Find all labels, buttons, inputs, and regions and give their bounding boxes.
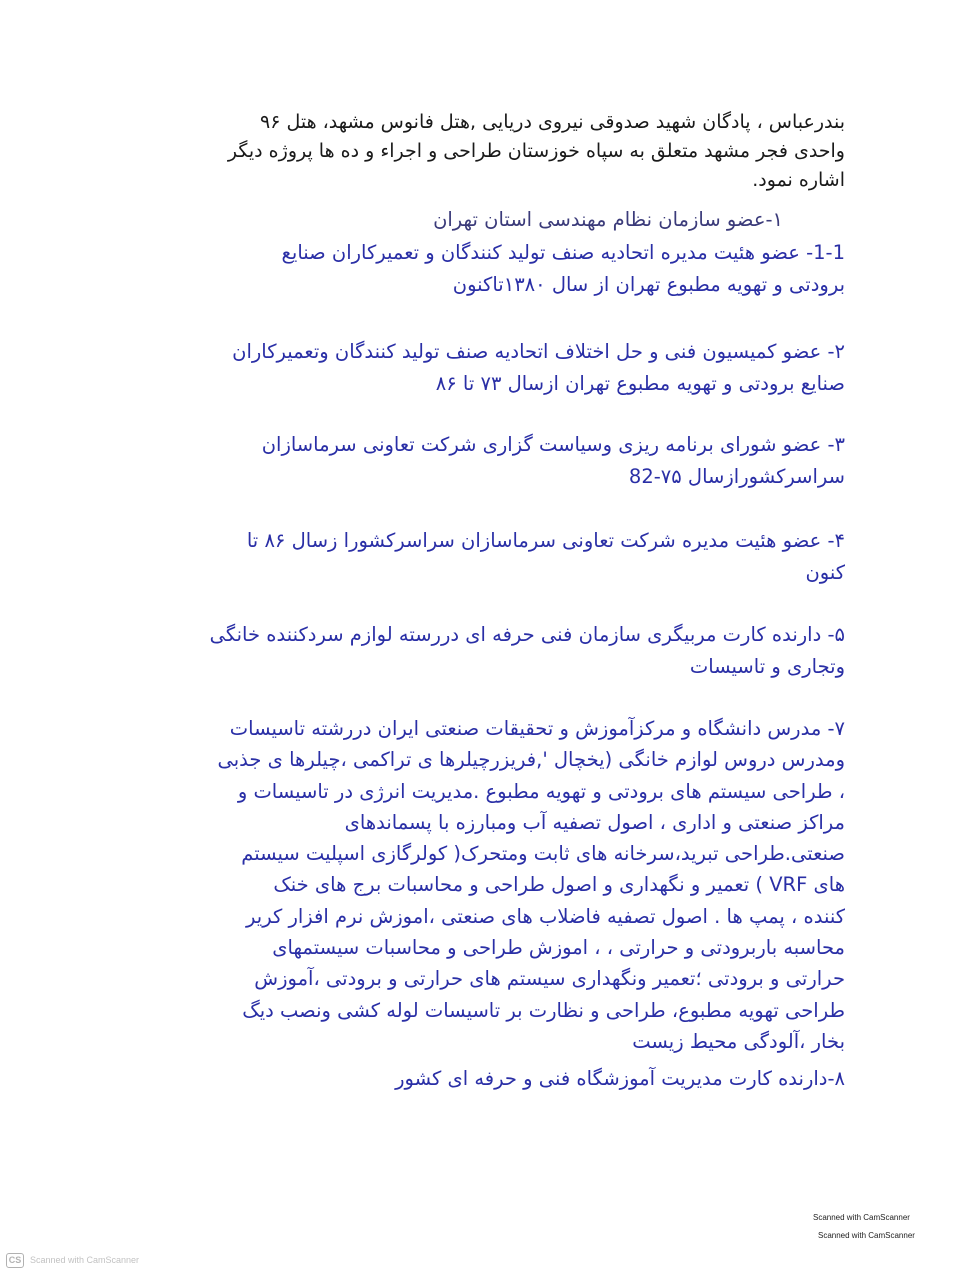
camscanner-badge bbox=[6, 1252, 139, 1268]
intro-line: اشاره نمود. bbox=[752, 169, 845, 191]
item-line: کننده ، پمپ ها . اصول تصفیه فاضلاب های صنعتی ،اموزش نرم افزار کریر bbox=[246, 904, 845, 928]
item-4 bbox=[110, 525, 845, 589]
section-heading: ۱-عضو سازمان نظام مهندسی استان تهران bbox=[433, 208, 783, 231]
item-8 bbox=[110, 1063, 845, 1095]
intro-line: بندرعباس ، پادگان شهید صدوقی نیروی دریایی ,هتل فانوس مشهد، هتل ۹۶ bbox=[260, 111, 845, 133]
item-line: کنون bbox=[805, 561, 845, 584]
camscanner-logo-icon: CS bbox=[6, 1253, 24, 1268]
item-line: ۵- دارنده کارت مربیگری سازمان فنی حرفه ای دررسته لوازم سردکننده خانگی bbox=[209, 623, 845, 646]
item-7 bbox=[110, 713, 845, 1057]
section-heading-block bbox=[110, 204, 845, 236]
camscanner-watermark: Scanned with CamScanner bbox=[813, 1213, 910, 1222]
camscanner-label: Scanned with CamScanner bbox=[30, 1255, 140, 1265]
item-line: حرارتی و برودتی ؛تعمیر ونگهداری سیستم های حرارتی و برودتی ،آموزش bbox=[254, 967, 845, 991]
item-line: 1-1- عضو هئیت مدیره اتحادیه صنف تولید کنندگان و تعمیرکاران صنایع bbox=[281, 241, 845, 264]
item-line: برودتی و تهویه مطبوع تهران از سال ۱۳۸۰تاکنون bbox=[452, 273, 845, 296]
item-line: سراسرکشورازسال ۷۵-82 bbox=[628, 465, 845, 488]
intro-line: واحدی فجر مشهد متعلق به سپاه خوزستان طراحی و اجراء و ده ها پروژه دیگر bbox=[227, 140, 845, 162]
item-line: ۷- مدرس دانشگاه و مرکزآموزش و تحقیقات صنعتی ایران دررشته تاسیسات bbox=[229, 717, 845, 740]
item-1-1 bbox=[110, 237, 845, 301]
item-line: ۴- عضو هئیت مدیره شرکت تعاونی سرماسازان سراسرکشورا زسال ۸۶ تا bbox=[246, 529, 845, 552]
camscanner-watermark: Scanned with CamScanner bbox=[818, 1231, 915, 1240]
item-line: های VRF ) تعمیر و نگهداری و اصول طراحی و محاسبات برج های خنک bbox=[273, 873, 845, 897]
item-2 bbox=[110, 336, 845, 400]
item-line: ومدرس دروس لوازم خانگی (یخچال ',فریزرچیلرها ی تراکمی ،چیلرها ی جذبی bbox=[217, 748, 845, 772]
item-3 bbox=[110, 429, 845, 493]
item-line: صنایع برودتی و تهویه مطبوع تهران ازسال ۷۳ تا ۸۶ bbox=[435, 372, 845, 395]
item-line: ۲- عضو کمیسیون فنی و حل اختلاف اتحادیه صنف تولید کنندگان وتعمیرکاران bbox=[232, 340, 845, 363]
item-line: محاسبه باربرودتی و حرارتی ، ، اموزش طراحی و محاسبات سیستمهای bbox=[272, 936, 845, 960]
item-line: بخار ،آلودگی محیط زیست bbox=[632, 1029, 845, 1053]
item-line: صنعتی.طراحی تبرید،سرخانه های ثابت ومتحرک( کولرگازی اسپلیت سیستم bbox=[241, 842, 845, 866]
item-line: وتجاری و تاسیسات bbox=[689, 655, 845, 678]
item-5 bbox=[110, 619, 845, 683]
item-line: ۸-دارنده کارت مدیریت آموزشگاه فنی و حرفه ای کشور bbox=[395, 1067, 845, 1090]
item-line: ، طراحی سیستم های برودتی و تهویه مطبوع .مدیریت انرژی در تاسیسات و bbox=[237, 779, 845, 803]
item-line: مراکز صنعتی و اداری ، اصول تصفیه آب ومبارزه با پسماندهای bbox=[344, 810, 845, 834]
item-line: ۳- عضو شورای برنامه ریزی وسیاست گزاری شرکت تعاونی سرماسازان bbox=[261, 433, 845, 456]
item-line: طراحی تهویه مطبوع، طراحی و نظارت بر تاسیسات لوله کشی ونصب دیگ bbox=[242, 998, 845, 1022]
intro-paragraph bbox=[110, 108, 845, 195]
